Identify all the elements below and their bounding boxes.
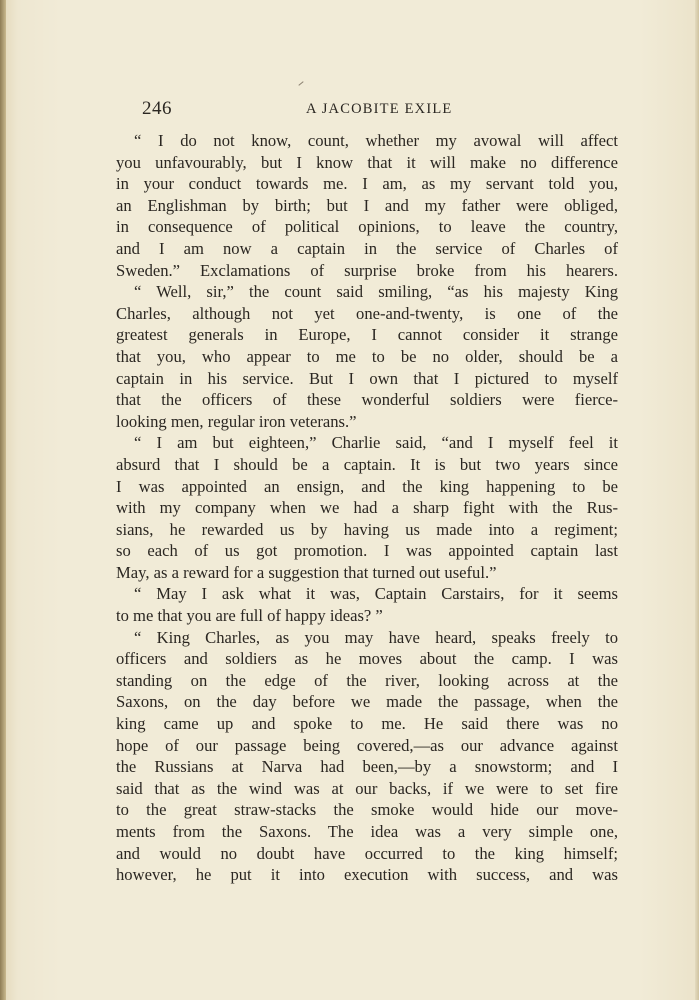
text-line: said that as the wind was at our backs, if we were to set fire (116, 778, 618, 798)
text-line: however, he put it into execution with success, and was (116, 865, 618, 885)
text-line: the Russians at Narva had been,—by a snowstorm; and I (116, 757, 618, 777)
page-number: 246 (142, 98, 172, 119)
text-line: I was appointed an ensign, and the king happening to be (116, 476, 618, 496)
print-mark (298, 81, 303, 86)
text-line: “ I am but eighteen,” Charlie said, “and I myself feel it (134, 433, 618, 453)
text-line: Charles, although not yet one-and-twenty, is one of the (116, 303, 618, 323)
text-line: so each of us got promotion. I was appointed captain last (116, 541, 618, 561)
text-line: hope of our passage being covered,—as our advance against (116, 735, 618, 755)
text-line: sians, he rewarded us by having us made into a regiment; (116, 519, 618, 539)
text-line: “ Well, sir,” the count said smiling, “as his majesty King (134, 282, 618, 302)
page-binding-edge (0, 0, 6, 1000)
running-title: A JACOBITE EXILE (306, 101, 453, 117)
text-line: captain in his service. But I own that I pictured to myself (116, 368, 618, 388)
text-line: to me that you are full of happy ideas? ” (116, 606, 383, 626)
text-line: absurd that I should be a captain. It is but two years since (116, 454, 618, 474)
text-line: with my company when we had a sharp fight with the Rus- (116, 498, 618, 518)
page-right-edge (695, 0, 699, 1000)
text-line: Sweden.” Exclamations of surprise broke from his hearers. (116, 260, 618, 280)
text-line: you unfavourably, but I know that it will make no difference (116, 152, 618, 172)
text-line: that the officers of these wonderful soldiers were fierce- (116, 390, 618, 410)
text-line: looking men, regular iron veterans.” (116, 411, 357, 431)
text-line: standing on the edge of the river, looking across at the (116, 670, 618, 690)
text-line: “ King Charles, as you may have heard, speaks freely to (134, 627, 618, 647)
text-line: “ I do not know, count, whether my avowal will affect (134, 131, 618, 150)
text-line: to the great straw-stacks the smoke would hide our move- (116, 800, 618, 820)
text-line: an Englishman by birth; but I and my father were obliged, (116, 195, 618, 215)
body-text (116, 130, 618, 886)
text-line: king came up and spoke to me. He said there was no (116, 714, 618, 734)
text-line: in your conduct towards me. I am, as my servant told you, (116, 174, 618, 194)
text-line: ments from the Saxons. The idea was a very simple one, (116, 822, 618, 841)
text-line: Saxons, on the day before we made the passage, when the (116, 692, 618, 712)
text-line: in consequence of political opinions, to leave the country, (116, 217, 618, 237)
text-line: and would no doubt have occurred to the king himself; (116, 843, 618, 863)
text-line: officers and soldiers as he moves about the camp. I was (116, 649, 618, 669)
text-line: greatest generals in Europe, I cannot consider it strange (116, 325, 618, 345)
text-line: “ May I ask what it was, Captain Carstairs, for it seems (134, 584, 618, 604)
text-line: that you, who appear to me to be no older, should be a (116, 346, 618, 366)
text-line: May, as a reward for a suggestion that turned out useful.” (116, 562, 497, 582)
text-line: and I am now a captain in the service of Charles of (116, 238, 618, 258)
